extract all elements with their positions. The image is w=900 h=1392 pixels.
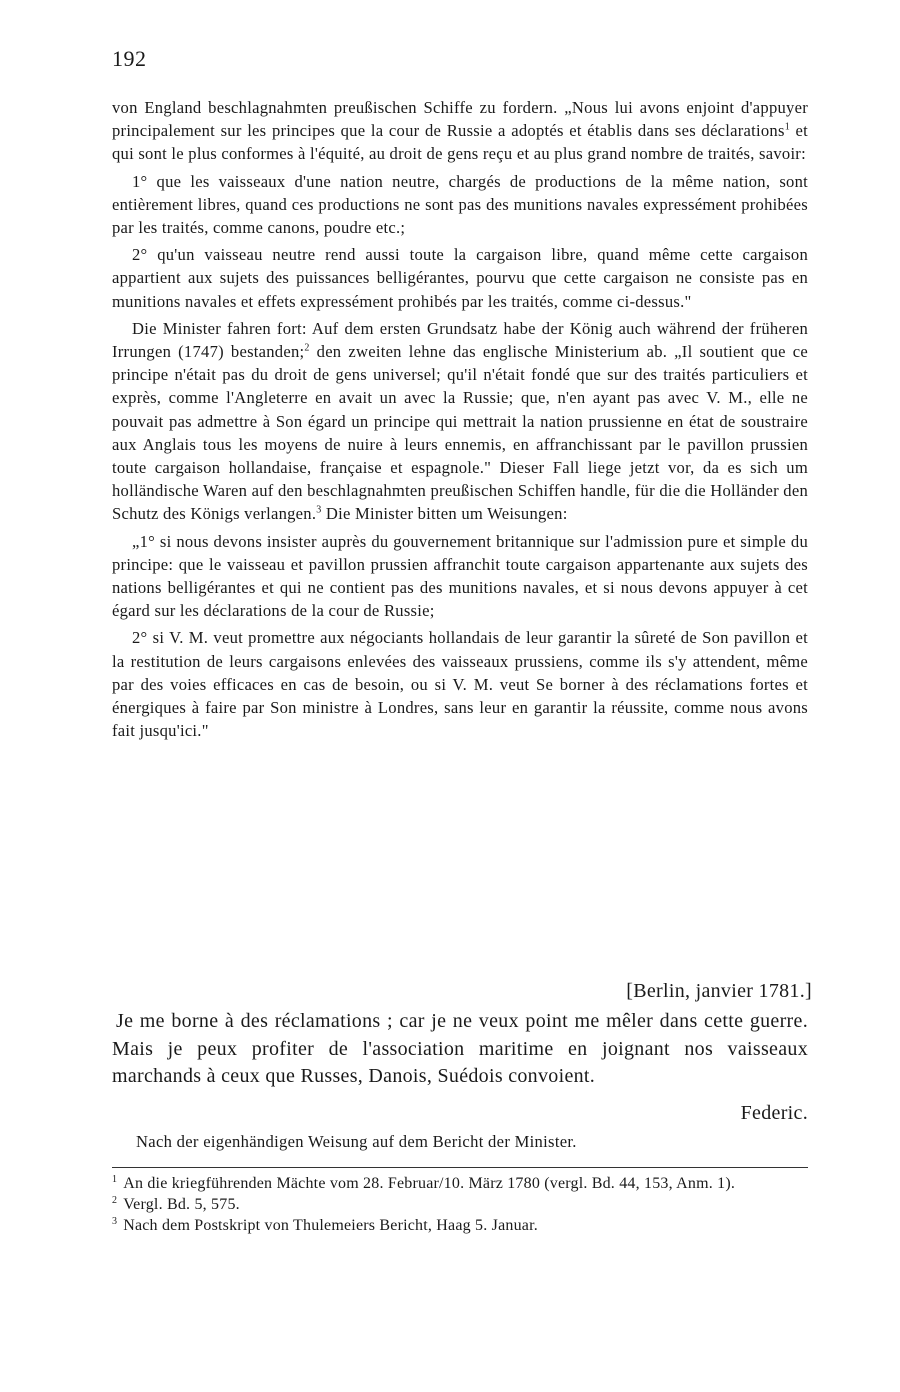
paragraph-question-1: „1° si nous devons insister auprès du gouvernement britannique sur l'admission pure et simple du principe: que le vaisseau et pavillon prussien affranchit toute cargaison appartenante aux sujets des nations belligérantes et qui ne contient pas des munitions navales, et si nous devons appuyer à cet égard sur les déclarations de la cour de Russie; [112, 531, 808, 621]
footnotes [112, 1173, 808, 1237]
footnote-ref: 3 [316, 504, 322, 516]
paragraph-principle-1: 1° que les vaisseaux d'une nation neutre, chargés de productions de la même nation, sont entièrement libres, quand ces productions ne sont pas des munitions navales expressément prohibées par les traités, comme canons, poudre etc.; [112, 171, 808, 238]
text-run: den zweiten lehne das englische Ministerium ab. „Il soutient que ce principe n'était pas du droit de gens universel; qu'il n'était fondé que sur des traités particuliers et exprès, comme l'Angleterre en avait un avec la Russie; que, n'en ayant pas avec V. M., elle ne pouvait pas admettre à Son égard un principe qui mettrait la nation prussienne en état de soustraire aux Anglais tous les moyens de nuire à leurs ennemis, en affranchissant par le pavillon prussien toute cargaison hollandaise, française et espagnole." Dieser Fall liege jetzt vor, da es sich um holländische Waren auf den beschlagnahmten preußischen Schiffen handle, für die die Holländer den Schutz des Königs verlangen. [112, 342, 808, 524]
text-run: von England beschlagnahmten preußischen Schiffe zu fordern. „Nous lui avons enjoint d'appuyer principalement sur les principes que la cour de Russie a adoptés et établis dans ses déclarations [112, 98, 808, 141]
footnote-mark: 1 [112, 1173, 118, 1185]
king-reply [112, 1008, 808, 1091]
footnote-ref: 2 [304, 342, 310, 354]
page-number: 192 [112, 46, 147, 71]
text-run: Die Minister fahren fort: Auf dem ersten Grundsatz habe der König auch während der früheren Irrungen (1747) bestanden; [112, 318, 808, 362]
paragraph-question-2: 2° si V. M. veut promettre aux négociants hollandais de leur garantir la sûreté de Son pavillon et la restitution de leurs cargaisons enlevées des vaisseaux prussiens, comme ils s'y attendent, même par des voies efficaces en cas de besoin, ou si V. M. veut Se borner à des réclamations fortes et énergiques à faire par Son ministre à Londres, sans leur en garantir la réussite, comme nous avons fait jusqu'ici." [112, 628, 808, 741]
paragraph-ministers [112, 317, 808, 526]
footnote-text: Nach dem Postskript von Thulemeiers Bericht, Haag 5. Januar. [123, 1217, 538, 1235]
footnote-text: Vergl. Bd. 5, 575. [123, 1196, 240, 1214]
footnote-3 [112, 1215, 808, 1236]
footnote-mark: 3 [112, 1216, 118, 1228]
footnote-mark: 2 [112, 1194, 118, 1206]
king-reply-text: Je me borne à des réclamations ; car je ne veux point me mêler dans cette guerre. Mais je peux profiter de l'association maritime en joignant nos vaisseaux marchands à ceux que Russes, Danois, Suédois convoient. [112, 1010, 808, 1087]
footnote-divider [112, 1167, 808, 1168]
body-text [112, 96, 808, 742]
text-run: et qui sont le plus conformes à l'équité, au droit de gens reçu et au plus grand nombre de traités, savoir: [112, 121, 808, 164]
dateline: [Berlin, janvier 1781.] [626, 980, 812, 1002]
signature: Federic. [740, 1102, 808, 1124]
footnote-ref: 1 [784, 121, 790, 133]
footnote-1 [112, 1173, 808, 1194]
paragraph-principle-2: 2° qu'un vaisseau neutre rend aussi toute la cargaison libre, quand même cette cargaison appartient aux sujets des puissances belligérantes, pourvu que cette cargaison ne consiste pas en munitions navales et effets expressément prohibés par les traités, comme ci-dessus." [112, 245, 808, 311]
footnote-2 [112, 1194, 808, 1215]
paragraph-intro [112, 96, 808, 166]
text-run: Die Minister bitten um Weisungen: [321, 504, 568, 524]
source-note: Nach der eigenhändigen Weisung auf dem Bericht der Minister. [136, 1132, 577, 1151]
footnote-text: An die kriegführenden Mächte vom 28. Februar/10. März 1780 (vergl. Bd. 44, 153, Anm. 1). [123, 1175, 736, 1192]
